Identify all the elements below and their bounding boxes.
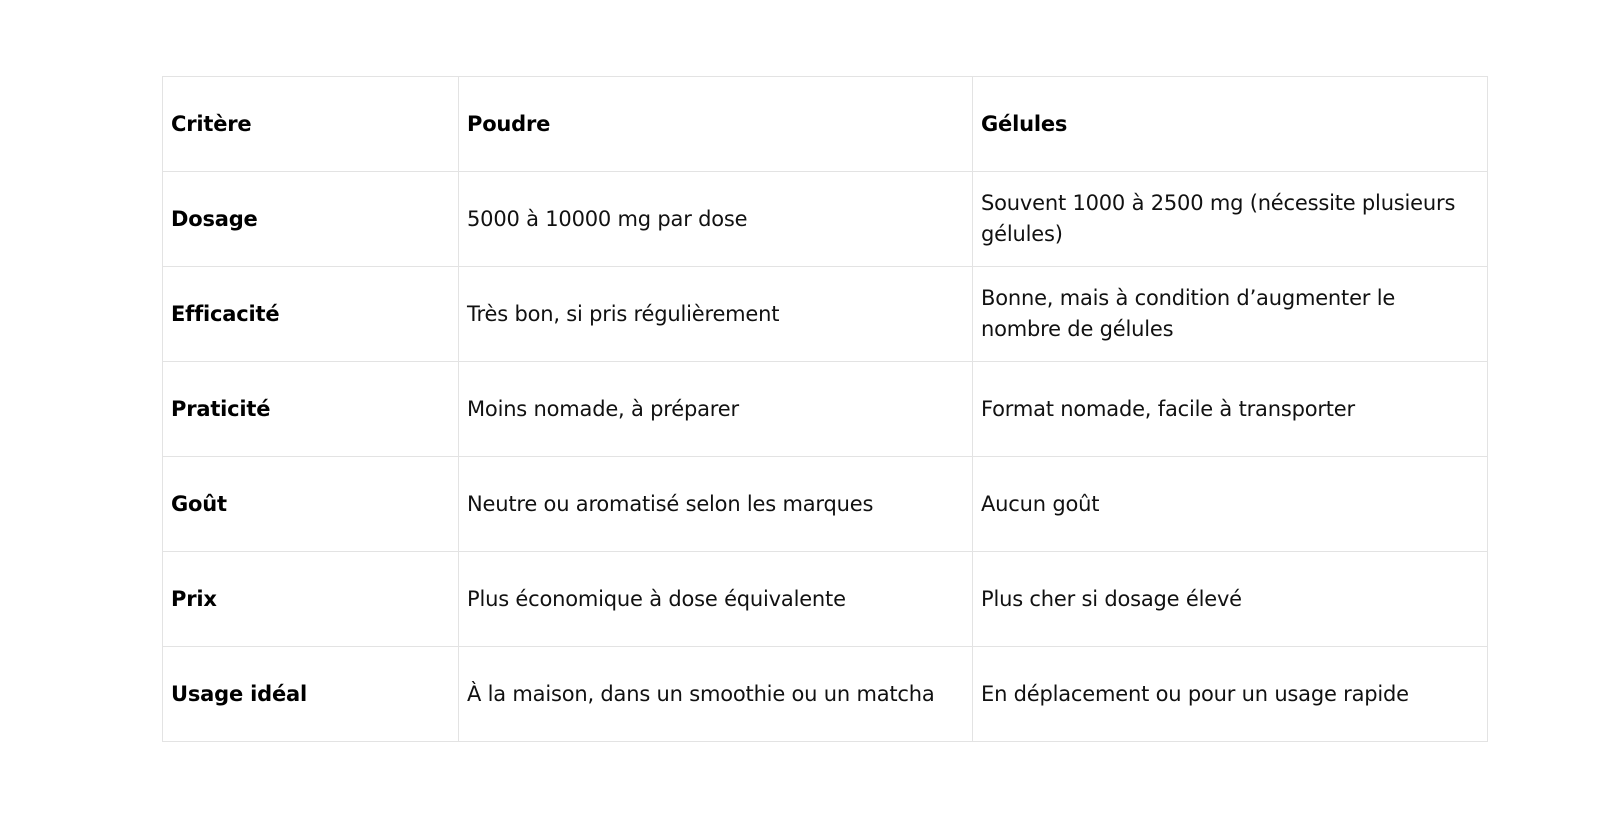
row-gelules-value: Aucun goût — [973, 457, 1488, 552]
row-poudre-value: Plus économique à dose équivalente — [459, 552, 973, 647]
table-header-row — [163, 77, 1488, 172]
row-poudre-value: Neutre ou aromatisé selon les marques — [459, 457, 973, 552]
row-poudre-value: À la maison, dans un smoothie ou un matcha — [459, 647, 973, 742]
row-poudre-value: Très bon, si pris régulièrement — [459, 267, 973, 362]
header-poudre: Poudre — [459, 77, 973, 172]
table-row — [163, 552, 1488, 647]
table-row — [163, 647, 1488, 742]
row-criterion: Dosage — [163, 172, 459, 267]
row-gelules-value: En déplacement ou pour un usage rapide — [973, 647, 1488, 742]
row-gelules-value: Souvent 1000 à 2500 mg (nécessite plusieurs gélules) — [973, 172, 1488, 267]
table-row — [163, 457, 1488, 552]
table-row — [163, 172, 1488, 267]
header-gelules: Gélules — [973, 77, 1488, 172]
row-gelules-value: Plus cher si dosage élevé — [973, 552, 1488, 647]
row-gelules-value: Format nomade, facile à transporter — [973, 362, 1488, 457]
table-row — [163, 267, 1488, 362]
row-poudre-value: Moins nomade, à préparer — [459, 362, 973, 457]
row-criterion: Efficacité — [163, 267, 459, 362]
header-critere: Critère — [163, 77, 459, 172]
row-criterion: Usage idéal — [163, 647, 459, 742]
table-row — [163, 362, 1488, 457]
row-criterion: Prix — [163, 552, 459, 647]
comparison-table — [162, 76, 1488, 742]
row-criterion: Praticité — [163, 362, 459, 457]
row-poudre-value: 5000 à 10000 mg par dose — [459, 172, 973, 267]
row-gelules-value: Bonne, mais à condition d’augmenter le nombre de gélules — [973, 267, 1488, 362]
row-criterion: Goût — [163, 457, 459, 552]
